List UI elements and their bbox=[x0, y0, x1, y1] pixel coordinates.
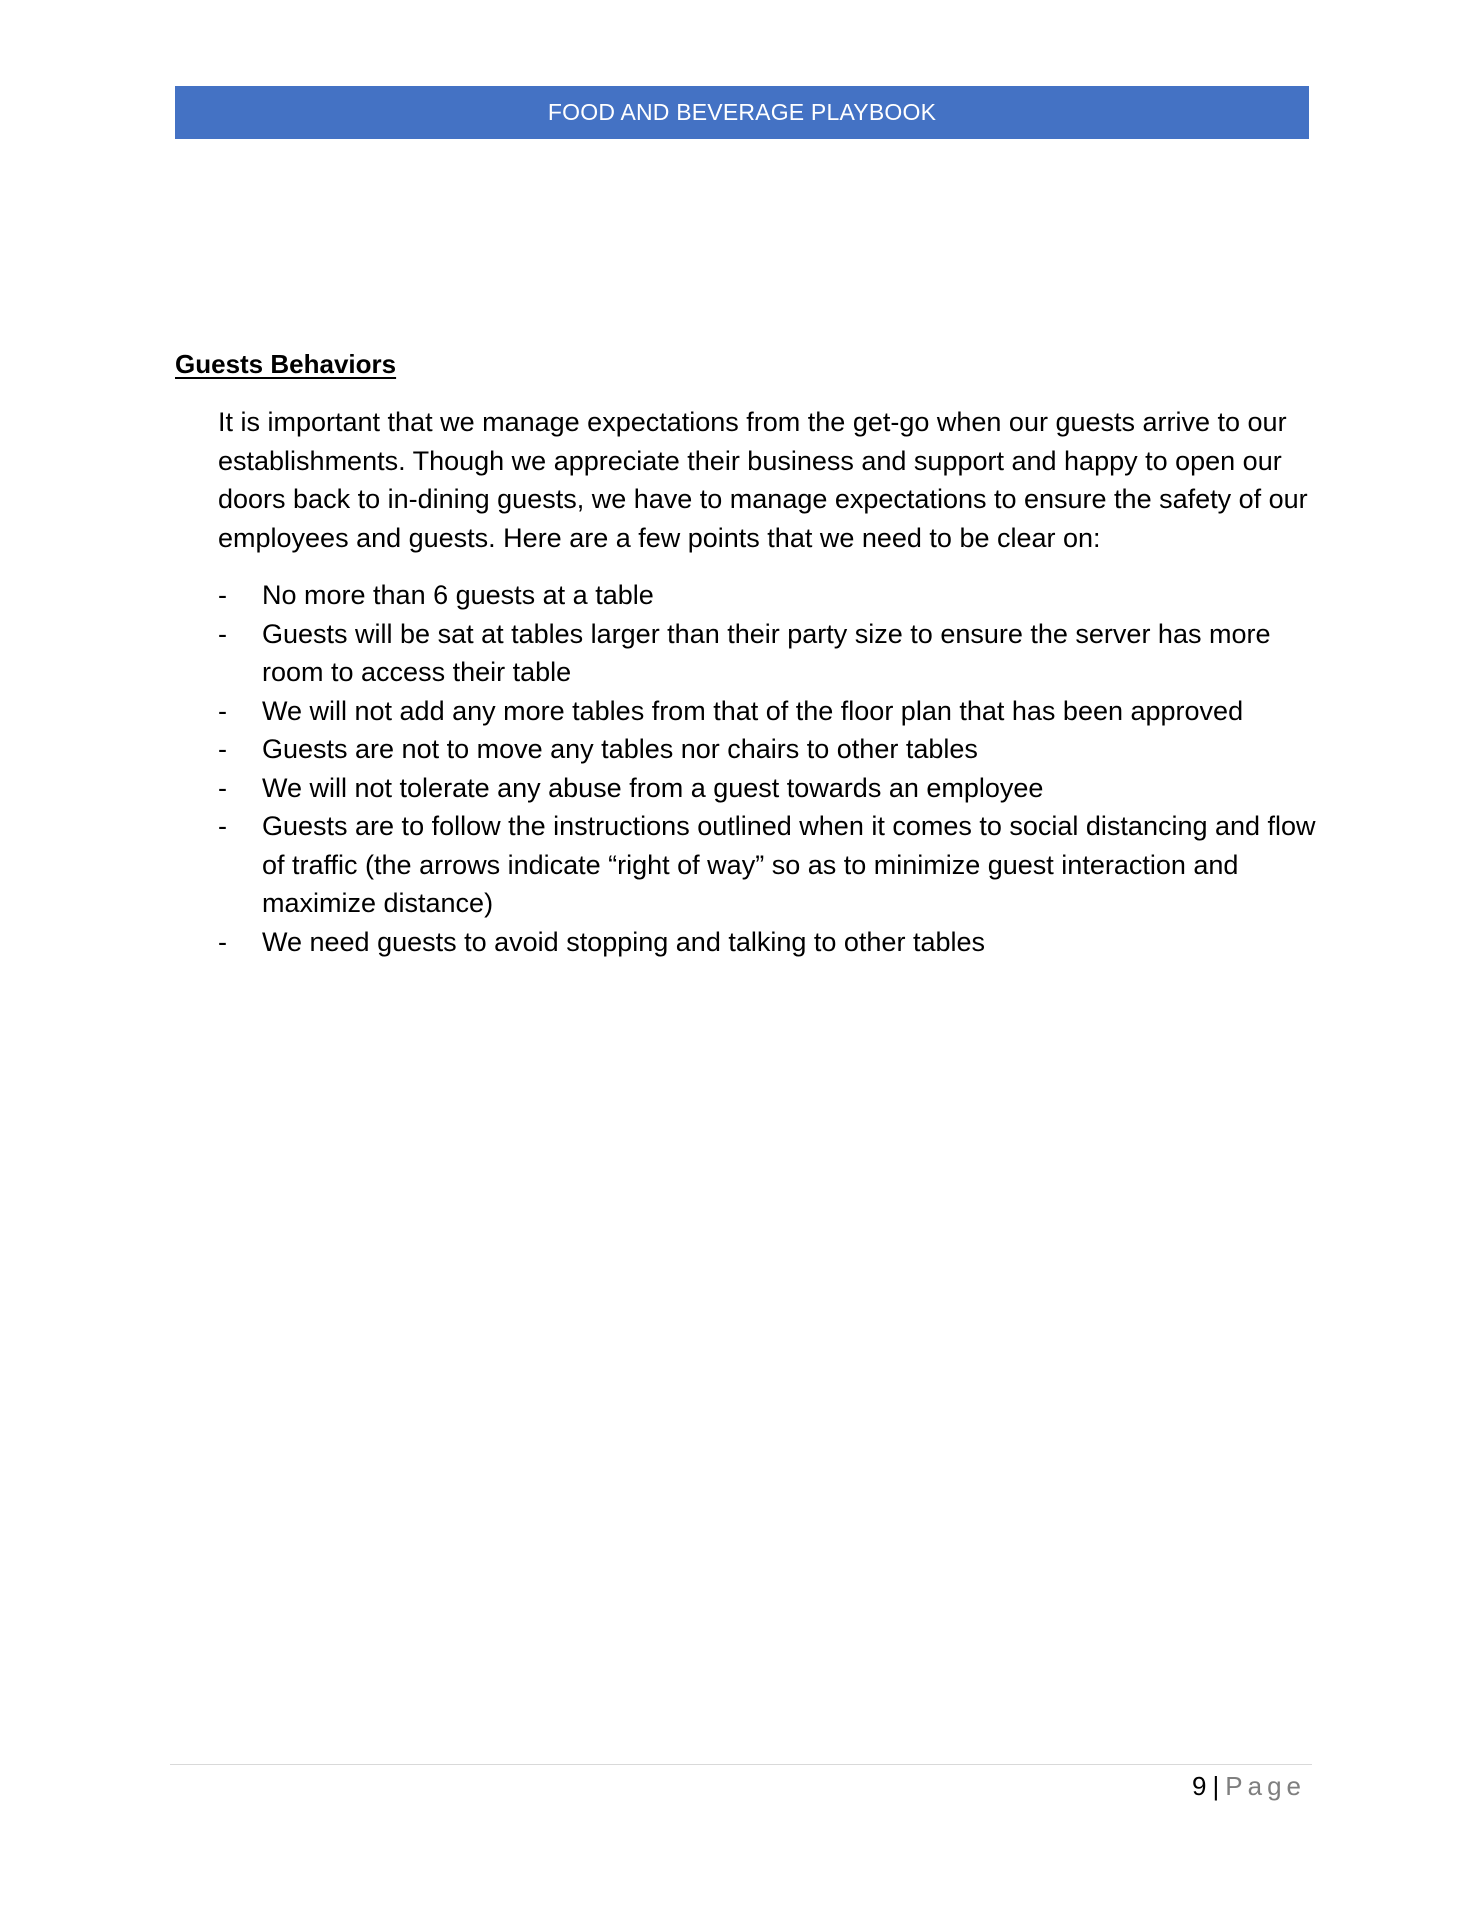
intro-paragraph: It is important that we manage expectations from the get-go when our guests arrive to our establishments. Though we appreciate their business and support and happy to open our doors back to in-dining guests, we have to manage expectations to ensure the safety of our employees and guests. Here are a few points that we need to be clear on: bbox=[218, 407, 1308, 553]
header-title: FOOD AND BEVERAGE PLAYBOOK bbox=[547, 99, 937, 125]
list-item-text: Guests will be sat at tables larger than their party size to ensure the server has more room to access their table bbox=[262, 618, 1271, 687]
list-item-text: No more than 6 guests at a table bbox=[262, 580, 654, 610]
guest-rules-list bbox=[218, 576, 1318, 961]
list-item-text: Guests are not to move any tables nor chairs to other tables bbox=[262, 734, 978, 764]
page-footer bbox=[1192, 1771, 1306, 1802]
bullet-marker: - bbox=[218, 580, 227, 610]
footer-divider bbox=[170, 1764, 1312, 1765]
list-item bbox=[218, 730, 1318, 769]
bullet-marker: - bbox=[218, 618, 227, 649]
list-item bbox=[218, 576, 1318, 615]
page-number: 9 bbox=[1192, 1771, 1207, 1801]
footer-separator: | bbox=[1212, 1771, 1220, 1801]
list-item bbox=[218, 769, 1318, 808]
bullet-marker: - bbox=[218, 772, 227, 803]
list-item bbox=[218, 923, 1318, 962]
list-item bbox=[218, 615, 1318, 692]
list-item-text: We will not tolerate any abuse from a guest towards an employee bbox=[262, 772, 1044, 803]
list-item bbox=[218, 692, 1318, 731]
bullet-marker: - bbox=[218, 734, 227, 764]
section-heading: Guests Behaviors bbox=[175, 349, 397, 379]
bullet-marker: - bbox=[218, 811, 227, 841]
list-item-text: Guests are to follow the instructions outlined when it comes to social distancing and flow of traffic (the arrows indicate “right of way” so as to minimize guest interaction and maximize distance) bbox=[262, 811, 1316, 918]
list-item-text: We will not add any more tables from that of the floor plan that has been approved bbox=[262, 695, 1244, 726]
running-header bbox=[175, 86, 1309, 139]
bullet-marker: - bbox=[218, 695, 227, 726]
list-item-text: We need guests to avoid stopping and talking to other tables bbox=[262, 926, 985, 957]
page-label: Page bbox=[1225, 1771, 1306, 1801]
bullet-marker: - bbox=[218, 926, 227, 957]
list-item bbox=[218, 807, 1318, 923]
